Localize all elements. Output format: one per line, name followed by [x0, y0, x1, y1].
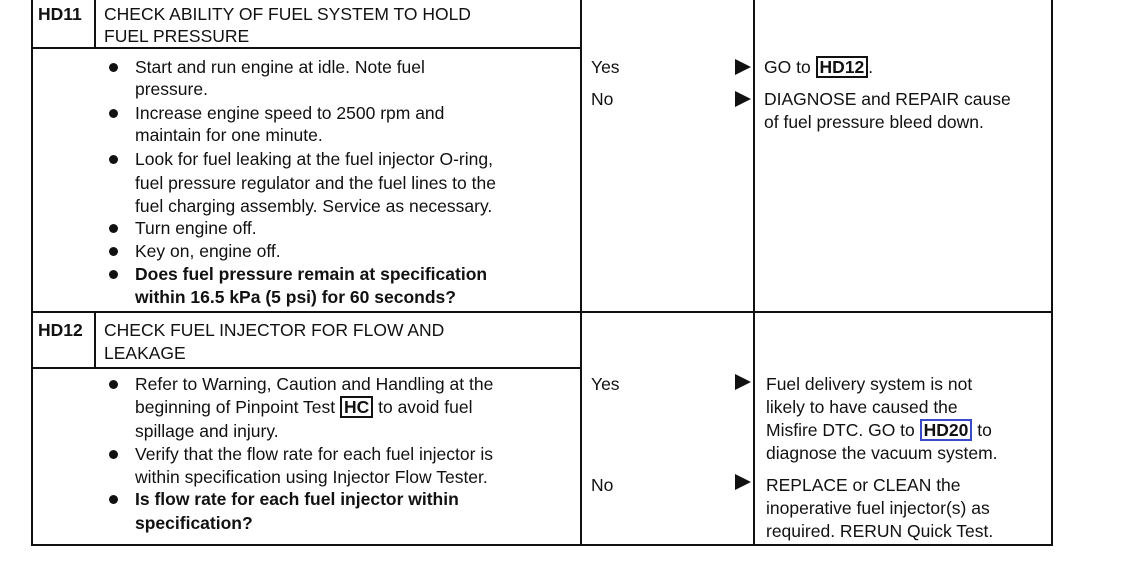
step-ref-hd20[interactable]: HD20	[920, 419, 973, 441]
result-action-no: required. RERUN Quick Test.	[766, 521, 994, 541]
step-ref-hd12[interactable]: HD12	[816, 56, 869, 78]
arrow-right-icon	[735, 59, 751, 75]
result-action-no: of fuel pressure bleed down.	[764, 112, 984, 132]
bottom-border	[31, 544, 1053, 546]
code-divider-hd12	[94, 312, 96, 368]
bullet-icon	[109, 450, 118, 459]
step-title-hd11-line1: CHECK ABILITY OF FUEL SYSTEM TO HOLD	[104, 4, 471, 24]
bullet-icon	[109, 224, 118, 233]
bullet-icon	[109, 380, 118, 389]
code-divider-hd11	[94, 0, 96, 48]
result-action-yes: Fuel delivery system is not	[766, 374, 973, 394]
step-code-hd11: HD11	[38, 4, 82, 24]
col-divider-test	[580, 0, 582, 546]
bullet-icon	[109, 63, 118, 72]
result-answer-no: No	[591, 89, 614, 109]
step-title-hd12-line2: LEAKAGE	[104, 343, 186, 363]
result-action-no: DIAGNOSE and REPAIR cause	[764, 89, 1011, 109]
instruction-text: beginning of Pinpoint Test HC to avoid fuel	[135, 397, 473, 417]
instruction-text: spillage and injury.	[135, 421, 279, 441]
result-action-yes: likely to have caused the	[766, 397, 958, 417]
header-underline-hd11	[31, 47, 582, 49]
instruction-text: Turn engine off.	[135, 218, 257, 238]
instruction-text: Key on, engine off.	[135, 241, 281, 261]
instruction-text: Verify that the flow rate for each fuel injector is	[135, 444, 493, 464]
result-action-no: inoperative fuel injector(s) as	[766, 498, 990, 518]
step-ref-hc[interactable]: HC	[340, 396, 373, 418]
bullet-icon	[109, 495, 118, 504]
instruction-text: Increase engine speed to 2500 rpm and	[135, 103, 445, 123]
instruction-text: fuel charging assembly. Service as necessary.	[135, 196, 493, 216]
row-divider	[31, 311, 1053, 313]
question-text: within 16.5 kPa (5 psi) for 60 seconds?	[135, 287, 456, 307]
question-text: Does fuel pressure remain at specification	[135, 264, 488, 284]
step-title-hd11-line2: FUEL PRESSURE	[104, 26, 250, 46]
result-answer-yes: Yes	[591, 374, 620, 394]
header-underline-hd12	[31, 367, 582, 369]
arrow-right-icon	[735, 474, 751, 490]
result-answer-no: No	[591, 475, 614, 495]
question-text: Is flow rate for each fuel injector within	[135, 489, 459, 509]
bullet-icon	[109, 270, 118, 279]
instruction-text: pressure.	[135, 79, 208, 99]
result-answer-yes: Yes	[591, 57, 620, 77]
instruction-text: fuel pressure regulator and the fuel lines to the	[135, 173, 496, 193]
step-title-hd12-line1: CHECK FUEL INJECTOR FOR FLOW AND	[104, 320, 445, 340]
bullet-icon	[109, 247, 118, 256]
instruction-text: Start and run engine at idle. Note fuel	[135, 57, 425, 77]
right-border	[1051, 0, 1053, 546]
result-action-yes: Misfire DTC. GO to HD20 to	[766, 420, 992, 440]
col-divider-action	[753, 0, 755, 546]
result-action-yes: diagnose the vacuum system.	[766, 443, 998, 463]
arrow-right-icon	[735, 91, 751, 107]
instruction-text: Look for fuel leaking at the fuel injector O-ring,	[135, 149, 493, 169]
instruction-text: Refer to Warning, Caution and Handling at the	[135, 374, 494, 394]
result-action-yes: GO to HD12 .	[764, 57, 874, 77]
bullet-icon	[109, 155, 118, 164]
bullet-icon	[109, 109, 118, 118]
question-text: specification?	[135, 513, 253, 533]
left-border	[31, 0, 33, 546]
arrow-right-icon	[735, 374, 751, 390]
step-code-hd12: HD12	[38, 320, 83, 340]
instruction-text: maintain for one minute.	[135, 125, 323, 145]
result-action-no: REPLACE or CLEAN the	[766, 475, 961, 495]
instruction-text: within specification using Injector Flow Tester.	[135, 467, 488, 487]
